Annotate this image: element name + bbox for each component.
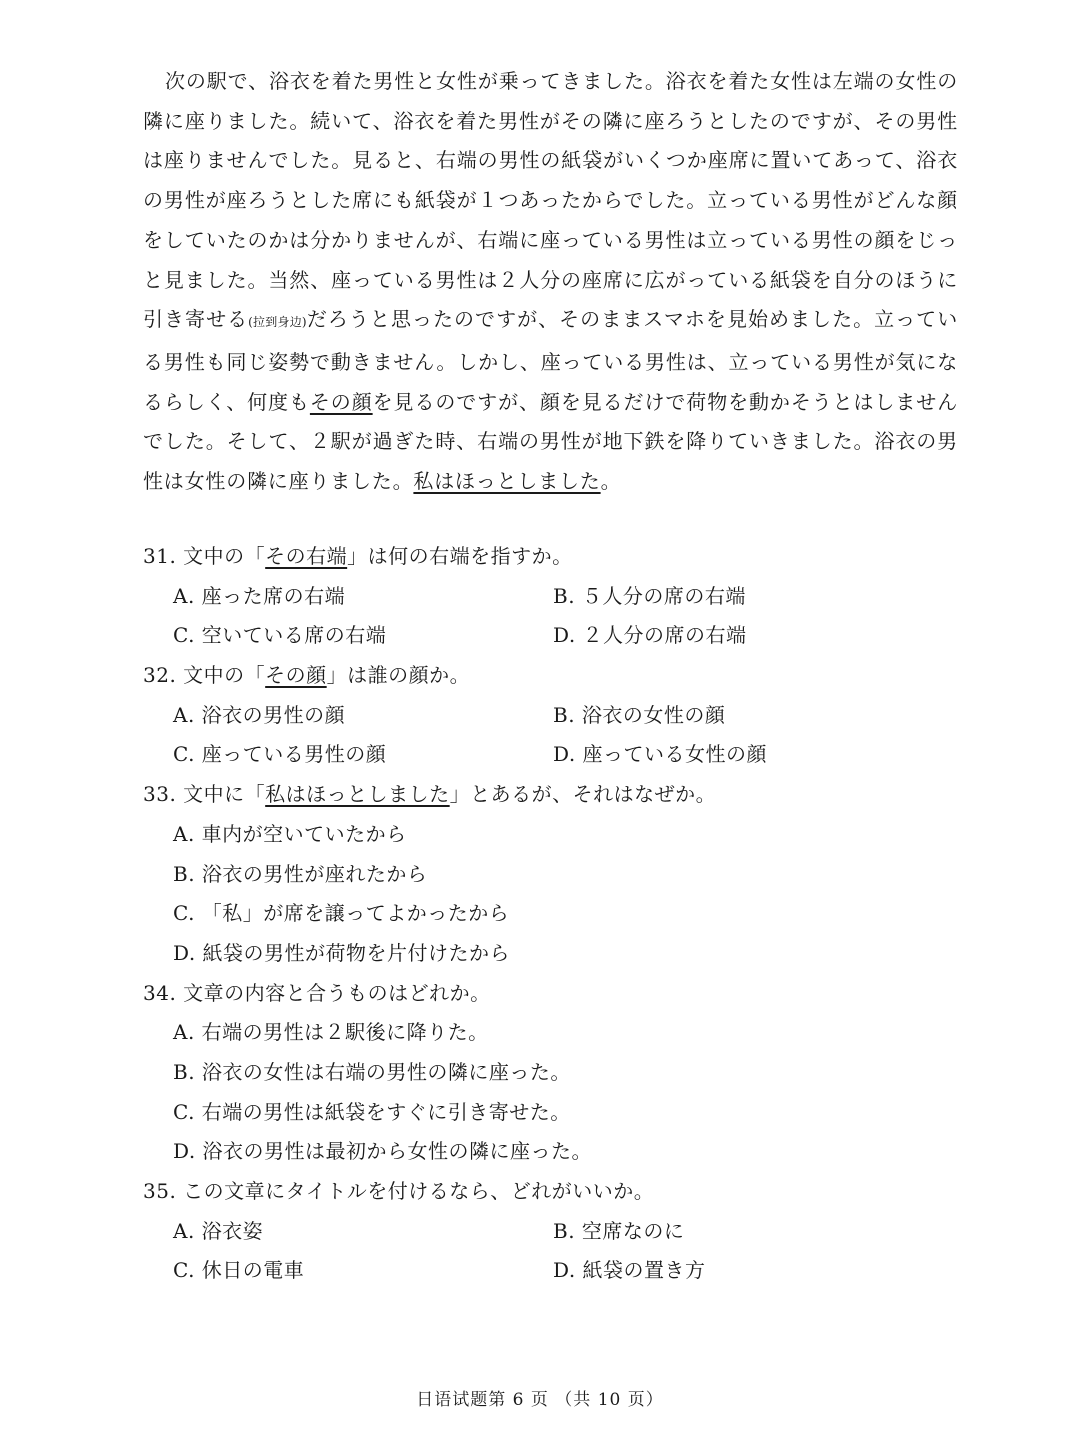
option-d: D. 紙袋の置き方 bbox=[553, 1258, 706, 1283]
underlined-phrase-hotto: 私はほっとしました bbox=[413, 469, 601, 494]
question-stem: 35. この文章にタイトルを付けるなら、どれがいいか。 bbox=[143, 1179, 655, 1203]
option-a: A. 浴衣の男性の顔 bbox=[173, 702, 346, 727]
passage-text: を見るのですが、顔を見るだけで荷物を動かそうとはしませんでした。そして、２駅が過ぎた時、右端の男性が地下鉄を降りていきました。浴衣の男性は女性の隣に座りました。 bbox=[143, 389, 958, 494]
passage-gloss-note: (拉到身边) bbox=[248, 315, 307, 330]
question-stem: 32. 文中の「その顔」は誰の顔か。 bbox=[143, 663, 471, 688]
question-stem: 33. 文中に「私はほっとしました」とあるが、それはなぜか。 bbox=[143, 782, 717, 807]
question-35 bbox=[143, 1172, 958, 1291]
option-a: A. 車内が空いていたから bbox=[173, 821, 407, 846]
underlined-quote: その右端 bbox=[265, 544, 348, 568]
options bbox=[143, 1212, 958, 1291]
question-stem: 31. 文中の「その右端」は何の右端を指すか。 bbox=[143, 544, 573, 568]
option-b: B. 浴衣の女性は右端の男性の隣に座った。 bbox=[173, 1059, 571, 1084]
option-d: D. ２人分の席の右端 bbox=[553, 623, 747, 648]
options bbox=[143, 1013, 958, 1172]
option-c: C. 「私」が席を譲ってよかったから bbox=[173, 901, 510, 926]
option-d: D. 紙袋の男性が荷物を片付けたから bbox=[173, 940, 511, 965]
options bbox=[143, 696, 958, 775]
reading-passage bbox=[143, 62, 958, 502]
question-list bbox=[143, 537, 958, 1291]
question-32 bbox=[143, 656, 958, 775]
question-33 bbox=[143, 775, 958, 973]
option-c: C. 空いている席の右端 bbox=[173, 623, 387, 648]
passage-text: 次の駅で、浴衣を着た男性と女性が乗ってきました。浴衣を着た女性は左端の女性の隣に座りました。続いて、浴衣を着た男性がその隣に座ろうとしたのですが、その男性は座りませんでした。見ると、右端の男性の紙袋がいくつか座席に置いてあって、浴衣の男性が座ろうとした席にも紙袋が１つあったからでした。立っている男性がどんな顔をしていたのかは分かりませんが、右端に座っている男性は立っている男性の顔をじっと見ました。当然、座っている男性は２人分の座席に広がっている紙袋を自分のほうに引き寄せる bbox=[143, 69, 958, 332]
option-b: B. 空席なのに bbox=[553, 1218, 685, 1243]
option-b: B. 浴衣の男性が座れたから bbox=[173, 861, 428, 886]
underlined-quote: その顔 bbox=[265, 663, 327, 688]
option-b: B. ５人分の席の右端 bbox=[553, 583, 746, 608]
option-d: D. 座っている女性の顔 bbox=[553, 742, 768, 767]
option-c: C. 休日の電車 bbox=[173, 1258, 305, 1283]
option-a: A. 座った席の右端 bbox=[173, 583, 346, 608]
option-b: B. 浴衣の女性の顔 bbox=[553, 702, 726, 727]
page-footer: 日语试题第 6 页 （共 10 页） bbox=[416, 1390, 664, 1410]
option-a: A. 右端の男性は２駅後に降りた。 bbox=[173, 1020, 489, 1045]
passage-paragraph bbox=[143, 62, 958, 502]
passage-text: 。 bbox=[600, 469, 622, 494]
options bbox=[143, 577, 958, 656]
question-34 bbox=[143, 974, 958, 1172]
question-31 bbox=[143, 537, 958, 656]
options bbox=[143, 815, 958, 974]
underlined-phrase-sono-kao: その顔 bbox=[309, 389, 373, 414]
option-c: C. 右端の男性は紙袋をすぐに引き寄せた。 bbox=[173, 1099, 571, 1124]
question-stem: 34. 文章の内容と合うものはどれか。 bbox=[143, 980, 491, 1005]
option-a: A. 浴衣姿 bbox=[173, 1218, 264, 1243]
option-c: C. 座っている男性の顔 bbox=[173, 742, 387, 767]
underlined-quote: 私はほっとしました bbox=[265, 782, 450, 807]
option-d: D. 浴衣の男性は最初から女性の隣に座った。 bbox=[173, 1139, 593, 1164]
passage-text: だろうと思ったのですが、そのままスマホを見始めました。立っている男性も同じ姿勢で動きません。しかし、座っている男性は、立っている男性が気になるらしく、何度も bbox=[143, 307, 958, 414]
